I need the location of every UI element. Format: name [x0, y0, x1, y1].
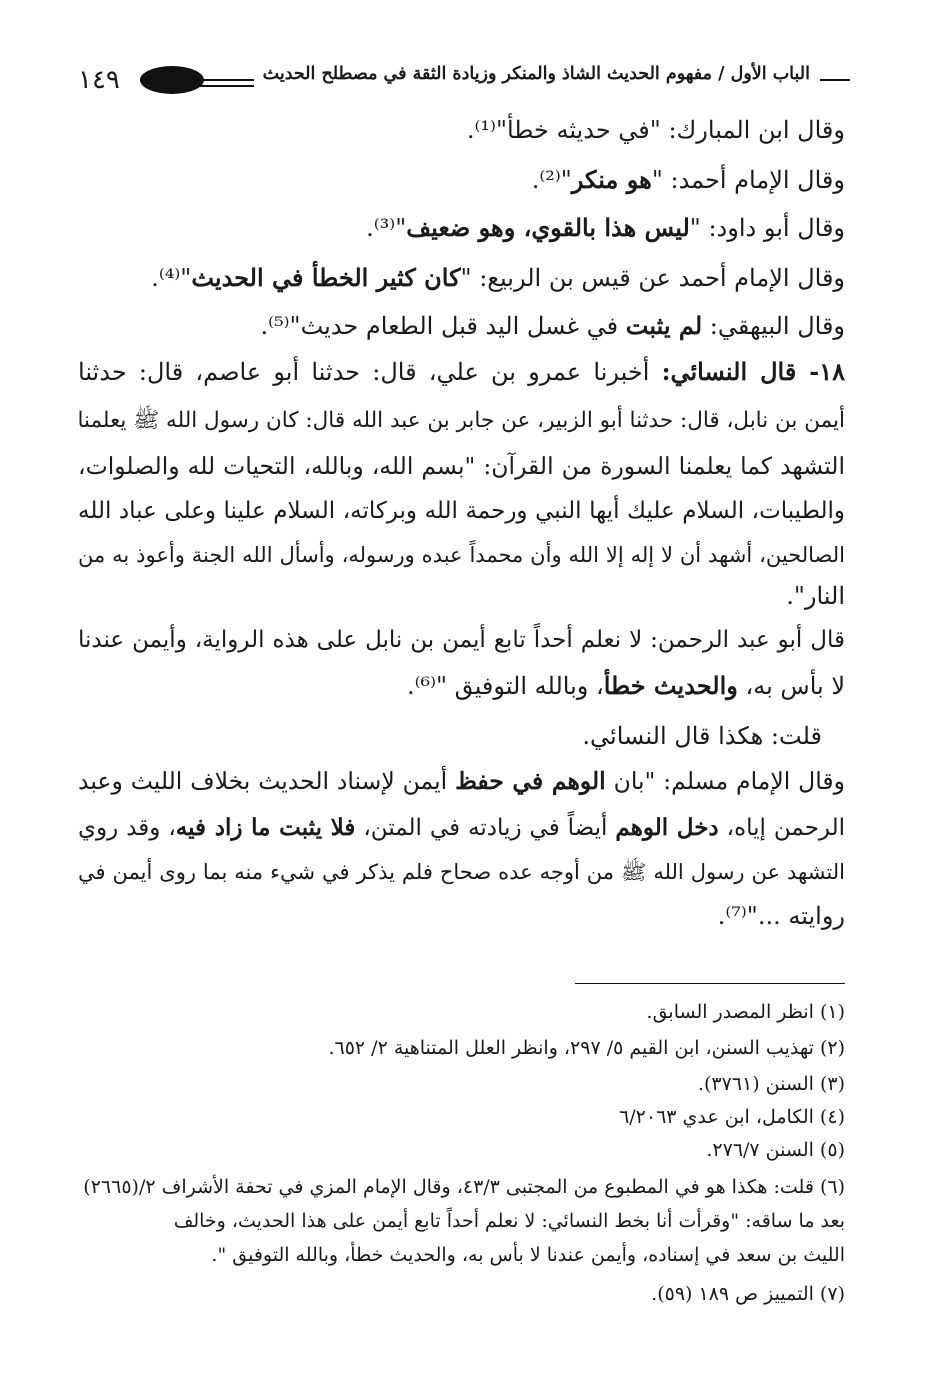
footnote: (١) انظر المصدر السابق. [646, 1001, 845, 1023]
text-line: أيمن بن نابل، قال: حدثنا أبو الزبير، عن جابر بن عبد الله قال: كان رسول الله ﷺ يعلمنا [77, 408, 845, 433]
header-rule-right [820, 79, 850, 81]
text-line: وقال أبو داود: "ليس هذا بالقوي، وهو ضعيف"⁽³⁾. [366, 213, 845, 242]
text-line: النار". [786, 582, 845, 610]
footnote: (٧) التمييز ص ١٨٩ (٥٩). [651, 1283, 845, 1305]
text-line: قال أبو عبد الرحمن: لا نعلم أحداً تابع أيمن بن نابل على هذه الرواية، وأيمن عندنا [78, 627, 845, 653]
text-line: الصالحين، أشهد أن لا إله إلا الله وأن محمداً عبده ورسوله، وأسأل الله الجنة وأعوذ به من [78, 543, 845, 567]
text-line: وقال الإمام مسلم: "بان الوهم في حفظ أيمن لإسناد الحديث بخلاف الليث وعبد [78, 767, 845, 795]
footnote-continuation: بعد ما ساقه: "وقرأت أنا بخط النسائي: لا نعلم أحداً تابع أيمن على هذا الحديث، وخالف [173, 1210, 845, 1232]
hadith-heading-line: ١٨- قال النسائي: أخبرنا عمرو بن علي، قال: حدثنا أبو عاصم، قال: حدثنا [78, 357, 845, 386]
page-number: ١٤٩ [78, 65, 120, 95]
chapter-title: الباب الأول / مفهوم الحديث الشاذ والمنكر وزيادة الثقة في مصطلح الحديث [262, 64, 810, 84]
footnote: (٤) الكامل، ابن عدي ٦/٢٠٦٣ [619, 1106, 845, 1128]
text-line: والطيبات، السلام عليك أيها النبي ورحمة الله وبركاته، السلام علينا وعلى عباد الله [78, 498, 845, 524]
text-line: لا بأس به، والحديث خطأ، وبالله التوفيق "⁽⁶⁾. [406, 671, 845, 700]
footnote: (٦) قلت: هكذا هو في المطبوع من المجتبى ٤٣/٣، وقال الإمام المزي في تحفة الأشراف ٢/(٢٦٦٥) [83, 1176, 845, 1198]
text-line: وقال البيهقي: لم يثبت في غسل اليد قبل الطعام حديث"⁽⁵⁾. [260, 311, 845, 340]
footnote-continuation: الليث بن سعد في إسناده، وأيمن عندنا لا بأس به، والحديث خطأ، وبالله التوفيق ". [211, 1244, 845, 1266]
footnote: (٢) تهذيب السنن، ابن القيم ٥/ ٢٩٧، وانظر العلل المتناهية ٢/ ٦٥٢. [328, 1037, 845, 1059]
text-line: وقال ابن المبارك: "في حديثه خطأ"⁽¹⁾. [466, 116, 845, 144]
text-line: روايته ..."⁽⁷⁾. [717, 902, 845, 930]
footnote: (٥) السنن ٢٧٦/٧. [706, 1139, 845, 1161]
footnote: (٣) السنن (٣٧٦١). [697, 1073, 845, 1095]
text-line: قلت: هكذا قال النسائي. [582, 722, 822, 750]
text-line: التشهد عن رسول الله ﷺ من أوجه عده صحاح فلم يذكر في شيء منه بما روى أيمن في [78, 860, 846, 884]
header-ornament [140, 66, 204, 94]
text-line: الرحمن إياه، دخل الوهم أيضاً في زيادته في المتن، فلا يثبت ما زاد فيه، وقد روي [78, 814, 846, 841]
running-header [78, 52, 850, 102]
header-rule-left [196, 79, 254, 81]
footnote-separator [575, 983, 845, 984]
text-line: التشهد كما يعلمنا السورة من القرآن: "بسم الله، وبالله، التحيات لله والصلوات، [78, 452, 845, 480]
text-line: وقال الإمام أحمد عن قيس بن الربيع: "كان كثير الخطأ في الحديث"⁽⁴⁾. [151, 263, 845, 292]
text-line: وقال الإمام أحمد: "هو منكر"⁽²⁾. [531, 165, 845, 194]
